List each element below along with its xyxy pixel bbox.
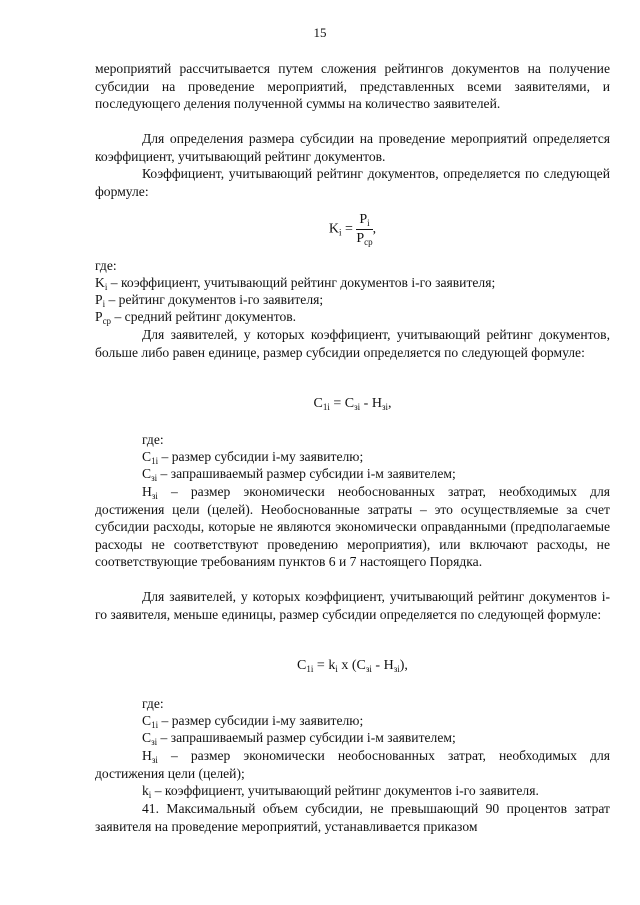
definition-hzi: $Н_{зi}$ – размер экономически необоснованных затрат, необходимых для достижения цели (целей). Необоснованные затраты – это осуществляемые за счет субсидии расходы, которые не являются экономически оправданными (предполагаемые расходы не соответствуют проведению мероприятия), или включают расходы, не соответствующие требованиям пунктов 6 и 7 настоящего Порядка.	[95, 484, 610, 569]
paragraph-4: Для заявителей, у которых коэффициент, учитывающий рейтинг документов, больше либо равен единице, размер субсидии определяется по следующей формуле:	[95, 327, 610, 360]
definition-p: $P_i$ – рейтинг документов i-го заявителя;	[95, 292, 324, 309]
paragraph-1: мероприятий рассчитывается путем сложения рейтингов документов на получение субсидии на проведение мероприятий, представленных всеми заявителями, и последующего деления полученной суммы на количество заявителей.	[95, 61, 610, 111]
fraction: $\frac{P_i}{P_{ср}}$	[356, 212, 373, 247]
definition-c1i: $С_{1i}$ – размер субсидии i-му заявителю;	[142, 449, 364, 466]
definition-czi-2: $С_{зi}$ – запрашиваемый размер субсидии i-м заявителем;	[142, 730, 456, 747]
paragraph-5: Для заявителей, у которых коэффициент, учитывающий рейтинг документов i-го заявителя, меньше единицы, размер субсидии определяется по следующей формуле:	[95, 589, 610, 622]
paragraph-41: 41. Максимальный объем субсидии, не превышающий 90 процентов затрат заявителя на проведение мероприятий, устанавливается приказом	[95, 801, 610, 834]
where-label-2: где:	[142, 432, 164, 447]
definition-k: $K_i$ – коэффициент, учитывающий рейтинг документов i-го заявителя;	[95, 275, 496, 292]
paragraph-3: Коэффициент, учитывающий рейтинг документов, определяется по следующей формуле:	[95, 166, 610, 199]
definition-czi: $С_{зi}$ – запрашиваемый размер субсидии i-м заявителем;	[142, 466, 456, 483]
where-label-1: где:	[95, 258, 117, 273]
definition-hzi-2: $Н_{зi}$ – размер экономически необоснованных затрат, необходимых для достижения цели (целей);	[95, 748, 610, 781]
formula-subsidy-2: $С_{1i} = k_i$ х $(С_{зi} - Н_{зi})$,	[297, 658, 408, 674]
definition-ki: $k_i$ – коэффициент, учитывающий рейтинг документов i-го заявителя.	[142, 783, 539, 800]
where-label-3: где:	[142, 696, 164, 711]
page-number: 15	[313, 25, 327, 40]
definition-pcp: $P_{ср}$ – средний рейтинг документов.	[95, 309, 297, 326]
formula-subsidy-1: $С_{1i} = С_{зi} - Н_{зi}$,	[313, 396, 392, 412]
paragraph-2: Для определения размера субсидии на проведение мероприятий определяется коэффициент, учитывающий рейтинг документов.	[95, 131, 610, 164]
formula-coefficient: $K_i$ = $\frac{P_i}{P_{ср}}$ ,	[328, 212, 377, 247]
definition-c1i-2: $С_{1i}$ – размер субсидии i-му заявителю;	[142, 713, 364, 730]
